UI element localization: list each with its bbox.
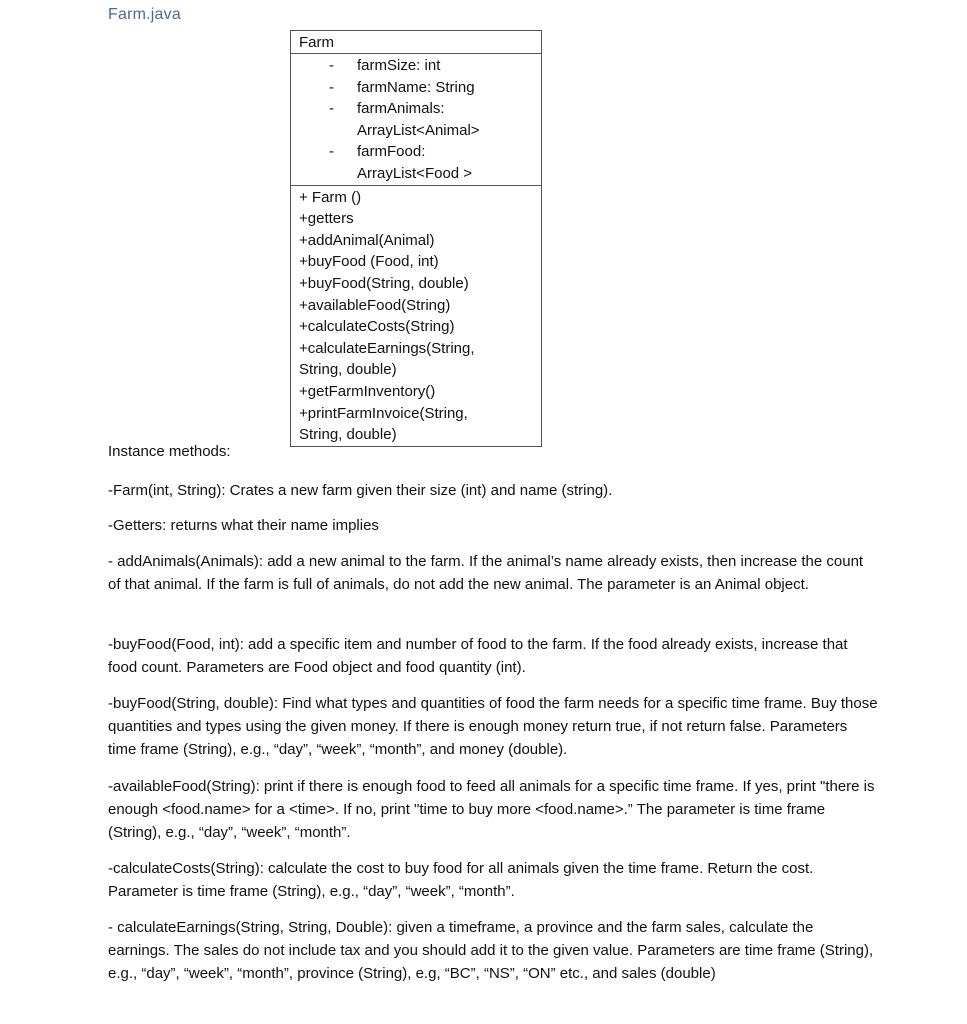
field-visibility: - [329,100,334,118]
uml-fields-section [291,54,541,186]
uml-method: +calculateEarnings(String, String, double) [299,339,475,379]
field-text: farmName: String [357,78,475,96]
method-description: - addAnimals(Animals): add a new animal to the farm. If the animal’s name already exists, then increase the count of that animal. If the farm is full of animals, do not add the new animal. The parameter is an Animal object. [108,553,864,593]
uml-method: +addAnimal(Animal) [299,231,435,249]
uml-class-diagram [290,30,542,447]
method-description: - calculateEarnings(String, String, Double): given a timeframe, a province and the farm sales, calculate the earnings. The sales do not include tax and you should add it to the given value. Parameters are time frame (String), e.g., “day”, “week”, “month”, province (String), e.g, “BC”, “NS”, “ON” etc., and sales (double) [108,919,874,982]
uml-method: +calculateCosts(String) [299,318,455,336]
uml-method: +getFarmInventory() [299,382,436,400]
method-description: -Farm(int, String): Crates a new farm given their size (int) and name (string). [108,482,613,499]
field-text: farmFood: ArrayList<Food > [357,143,473,182]
document-title: Farm.java [108,6,181,23]
method-description: -calculateCosts(String): calculate the cost to buy food for all animals given the time frame. Return the cost. Parameter is time frame (String), e.g., “day”, “week”, “month”. [108,860,814,900]
method-description: -Getters: returns what their name implies [108,517,379,534]
uml-methods-section [291,186,541,446]
uml-method: +buyFood(String, double) [299,274,469,292]
field-visibility: - [329,57,334,74]
field-visibility: - [329,78,334,96]
uml-method: +availableFood(String) [299,296,451,314]
field-visibility: - [329,143,334,161]
field-text: farmSize: int [357,57,441,74]
uml-field [291,141,541,184]
uml-field [291,55,541,77]
field-text: farmAnimals: ArrayList<Animal> [357,100,480,139]
uml-method: +getters [299,210,354,228]
instance-methods-heading: Instance methods: [108,443,231,460]
method-description: -buyFood(Food, int): add a specific item and number of food to the farm. If the food already exists, increase that food count. Parameters are Food object and food quantity (int). [108,636,848,676]
uml-field [291,98,541,141]
method-description: -buyFood(String, double): Find what types and quantities of food the farm needs for a specific time frame. Buy those quantities and types using the given money. If there is enough money return true, if not return false. Parameters time frame (String), e.g., “day”, “week”, “month”, and money (double). [108,695,878,758]
uml-method: +buyFood (Food, int) [299,253,439,271]
method-description: -availableFood(String): print if there is enough food to feed all animals for a specific time frame. If yes, print "there is enough <food.name> for a <time>. If no, print "time to buy more <food.name>.” The parameter is time frame (String), e.g., “day”, “week”, “month”. [108,778,875,841]
uml-field [291,77,541,99]
uml-method: + Farm () [299,188,362,206]
uml-method: +printFarmInvoice(String, String, double) [299,404,468,444]
uml-class-name: Farm [291,31,541,54]
